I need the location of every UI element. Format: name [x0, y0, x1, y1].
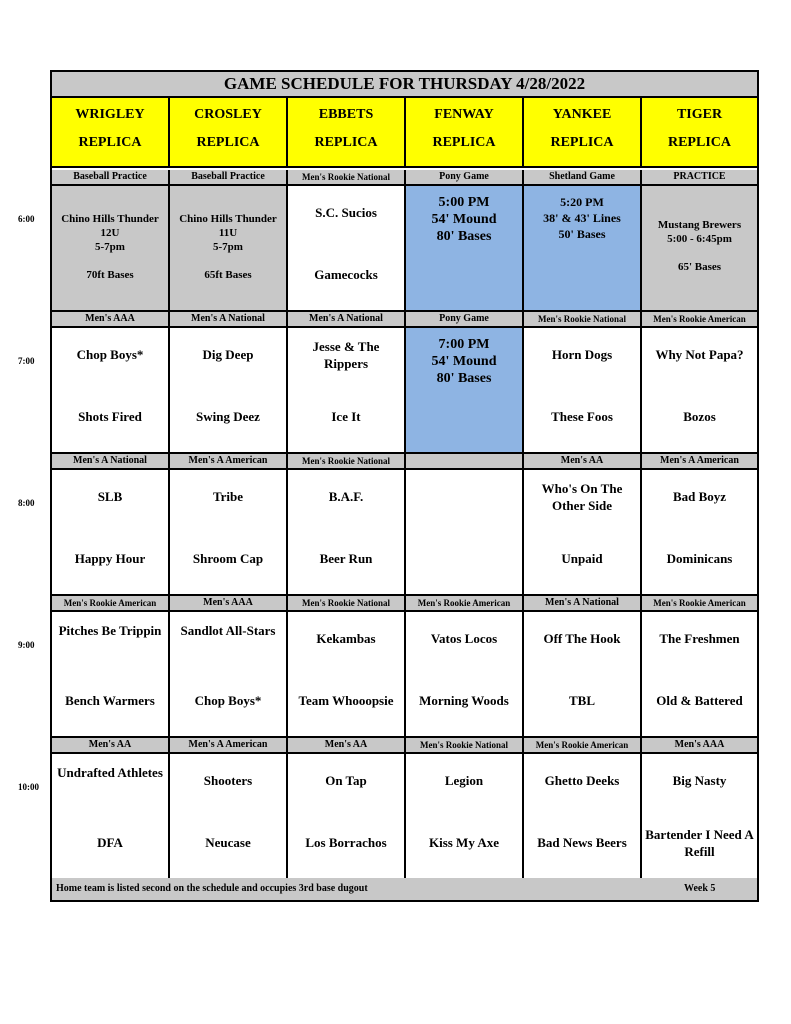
- division-label: Men's Rookie American: [642, 596, 757, 612]
- division-label: Men's A National: [288, 312, 406, 328]
- practice-info: [54, 212, 166, 282]
- away-team: Vatos Locos: [430, 631, 498, 646]
- division-label: PRACTICE: [642, 170, 757, 186]
- practice-line: 11U: [218, 227, 238, 239]
- division-label: Baseball Practice: [170, 170, 288, 186]
- division-label: Men's Rookie National: [288, 454, 406, 470]
- home-team: Swing Deez: [196, 409, 260, 424]
- field-header-wrigley: [52, 98, 170, 168]
- field-subtitle: REPLICA: [667, 135, 731, 150]
- division-label: Men's A National: [524, 596, 642, 612]
- away-team: Off The Hook: [543, 631, 621, 646]
- field-name: CROSLEY: [194, 107, 262, 122]
- home-team: Shroom Cap: [192, 551, 264, 566]
- away-team: The Freshmen: [659, 631, 740, 646]
- away-team: Dig Deep: [202, 347, 254, 362]
- home-team: Bartender I Need A Refill: [645, 827, 754, 859]
- game-cell: [642, 186, 757, 312]
- practice-line: 65' Bases: [677, 261, 722, 273]
- game-cell: [288, 470, 406, 596]
- game-cell: [52, 186, 170, 312]
- game-cell: [170, 186, 288, 312]
- division-label: Men's AA: [288, 738, 406, 754]
- practice-line: Chino Hills Thunder: [61, 213, 159, 225]
- home-team: Dominicans: [666, 551, 733, 566]
- division-label: [406, 454, 524, 470]
- game-cell: [288, 328, 406, 454]
- field-subtitle: REPLICA: [314, 135, 378, 150]
- game-cell: [524, 612, 642, 738]
- game-cell: [524, 328, 642, 454]
- away-team: S.C. Sucios: [315, 205, 377, 220]
- home-team: DFA: [97, 835, 123, 850]
- game-detail-line: 38' & 43' Lines: [543, 211, 621, 225]
- home-team: Unpaid: [561, 551, 603, 566]
- home-team: Ice It: [331, 409, 361, 424]
- game-details: [408, 194, 520, 245]
- time-label: 7:00: [18, 356, 35, 366]
- field-header-tiger: [642, 98, 757, 168]
- game-detail-line: 5:00 PM: [438, 195, 490, 210]
- game-cell: [406, 470, 524, 596]
- game-cell: [406, 754, 524, 880]
- game-cell: [406, 612, 524, 738]
- game-cell: [288, 612, 406, 738]
- home-team: Gamecocks: [314, 267, 378, 282]
- division-label: Men's AAA: [52, 312, 170, 328]
- division-label: Men's Rookie National: [288, 170, 406, 186]
- home-team: Old & Battered: [656, 693, 743, 708]
- game-cell: [52, 612, 170, 738]
- field-subtitle: REPLICA: [432, 135, 496, 150]
- practice-line: [172, 254, 284, 268]
- division-label: Men's Rookie American: [524, 738, 642, 754]
- footer-note: Home team is listed second on the schedule and occupies 3rd base dugout: [56, 883, 368, 894]
- game-detail-line: 54' Mound: [431, 212, 497, 227]
- practice-line: [644, 246, 755, 260]
- field-name: YANKEE: [552, 107, 612, 122]
- away-team: Sandlot All-Stars: [180, 623, 276, 638]
- away-team: Jesse & The Rippers: [312, 339, 380, 371]
- game-detail-line: 80' Bases: [436, 229, 492, 244]
- division-label: Men's A American: [170, 738, 288, 754]
- schedule-sheet: [50, 70, 759, 902]
- away-team: Why Not Papa?: [655, 347, 744, 362]
- division-label: Pony Game: [406, 170, 524, 186]
- schedule-title: GAME SCHEDULE FOR THURSDAY 4/28/2022: [52, 72, 757, 98]
- division-label: Men's A American: [642, 454, 757, 470]
- game-cell: [52, 470, 170, 596]
- game-cell: [170, 612, 288, 738]
- away-team: Big Nasty: [672, 773, 727, 788]
- division-label: Men's AA: [52, 738, 170, 754]
- away-team: On Tap: [325, 773, 367, 788]
- division-label: Shetland Game: [524, 170, 642, 186]
- away-team: SLB: [97, 489, 123, 504]
- division-label: Men's Rookie National: [524, 312, 642, 328]
- field-subtitle: REPLICA: [196, 135, 260, 150]
- field-name: FENWAY: [434, 107, 494, 122]
- home-team: Beer Run: [319, 551, 373, 566]
- practice-line: [54, 254, 166, 268]
- home-team: Bench Warmers: [65, 693, 155, 708]
- time-label: 10:00: [18, 782, 39, 792]
- practice-line: 65ft Bases: [204, 269, 252, 281]
- division-label: Men's A National: [170, 312, 288, 328]
- footer-bar: [52, 878, 757, 900]
- home-team: Neucase: [205, 835, 251, 850]
- home-team: Bad News Beers: [537, 835, 627, 850]
- field-header-fenway: [406, 98, 524, 168]
- away-team: B.A.F.: [328, 489, 364, 504]
- game-cell: [52, 754, 170, 880]
- game-cell: [170, 328, 288, 454]
- practice-line: 12U: [100, 227, 120, 239]
- field-subtitle: REPLICA: [550, 135, 614, 150]
- game-cell: [52, 328, 170, 454]
- practice-line: 5-7pm: [213, 241, 243, 253]
- time-label: 8:00: [18, 498, 35, 508]
- home-team: These Foos: [551, 409, 613, 424]
- game-detail-line: 7:00 PM: [438, 337, 490, 352]
- division-label: Men's AA: [524, 454, 642, 470]
- division-label: Baseball Practice: [52, 170, 170, 186]
- division-label: Men's A National: [52, 454, 170, 470]
- home-team: Morning Woods: [419, 693, 509, 708]
- game-detail-line: 50' Bases: [558, 227, 606, 241]
- division-label: Men's Rookie National: [288, 596, 406, 612]
- away-team: Chop Boys*: [76, 347, 144, 362]
- practice-line: 5:00 - 6:45pm: [667, 233, 732, 245]
- game-detail-line: 5:20 PM: [560, 195, 604, 209]
- time-label: 9:00: [18, 640, 35, 650]
- game-cell: [170, 754, 288, 880]
- home-team: Los Borrachos: [305, 835, 387, 850]
- away-team: Kekambas: [316, 631, 376, 646]
- game-detail-line: 54' Mound: [431, 354, 497, 369]
- footer-week: Week 5: [684, 883, 716, 894]
- division-label: Men's AAA: [170, 596, 288, 612]
- field-header-crosley: [170, 98, 288, 168]
- field-subtitle: REPLICA: [78, 135, 142, 150]
- away-team: Who's On The Other Side: [541, 481, 623, 513]
- game-cell: [170, 470, 288, 596]
- game-detail-line: 80' Bases: [436, 371, 492, 386]
- game-cell: [524, 186, 642, 312]
- game-cell: [406, 186, 524, 312]
- field-name: TIGER: [676, 107, 723, 122]
- practice-line: Chino Hills Thunder: [179, 213, 277, 225]
- away-team: Ghetto Deeks: [544, 773, 620, 788]
- field-name: EBBETS: [318, 107, 374, 122]
- game-cell: [642, 754, 757, 880]
- field-header-yankee: [524, 98, 642, 168]
- home-team: TBL: [568, 693, 595, 708]
- away-team: Bad Boyz: [672, 489, 727, 504]
- practice-line: Mustang Brewers: [657, 219, 742, 231]
- home-team: Kiss My Axe: [428, 835, 500, 850]
- practice-line: 70ft Bases: [86, 269, 134, 281]
- away-team: Legion: [444, 773, 484, 788]
- game-cell: [406, 328, 524, 454]
- game-cell: [642, 612, 757, 738]
- away-team: Horn Dogs: [551, 347, 613, 362]
- away-team: Shooters: [203, 773, 253, 788]
- practice-line: 5-7pm: [95, 241, 125, 253]
- game-cell: [642, 328, 757, 454]
- home-team: Chop Boys*: [194, 693, 262, 708]
- home-team: Shots Fired: [78, 409, 142, 424]
- away-team: Pitches Be Trippin: [58, 623, 162, 638]
- division-label: Men's Rookie American: [642, 312, 757, 328]
- game-cell: [288, 186, 406, 312]
- division-label: Men's A American: [170, 454, 288, 470]
- division-label: Men's Rookie American: [52, 596, 170, 612]
- division-label: Pony Game: [406, 312, 524, 328]
- division-label: Men's Rookie American: [406, 596, 524, 612]
- game-cell: [524, 754, 642, 880]
- game-cell: [524, 470, 642, 596]
- practice-info: [172, 212, 284, 282]
- time-label: 6:00: [18, 214, 35, 224]
- field-header-ebbets: [288, 98, 406, 168]
- game-details: [526, 194, 638, 242]
- home-team: Team Whooopsie: [298, 693, 394, 708]
- field-name: WRIGLEY: [75, 107, 145, 122]
- division-label: Men's AAA: [642, 738, 757, 754]
- division-label: Men's Rookie National: [406, 738, 524, 754]
- home-team: Bozos: [683, 409, 716, 424]
- game-details: [408, 336, 520, 387]
- home-team: Happy Hour: [74, 551, 146, 566]
- game-cell: [288, 754, 406, 880]
- practice-info: [644, 218, 755, 274]
- game-cell: [642, 470, 757, 596]
- away-team: Tribe: [212, 489, 244, 504]
- away-team: Undrafted Athletes: [57, 765, 163, 780]
